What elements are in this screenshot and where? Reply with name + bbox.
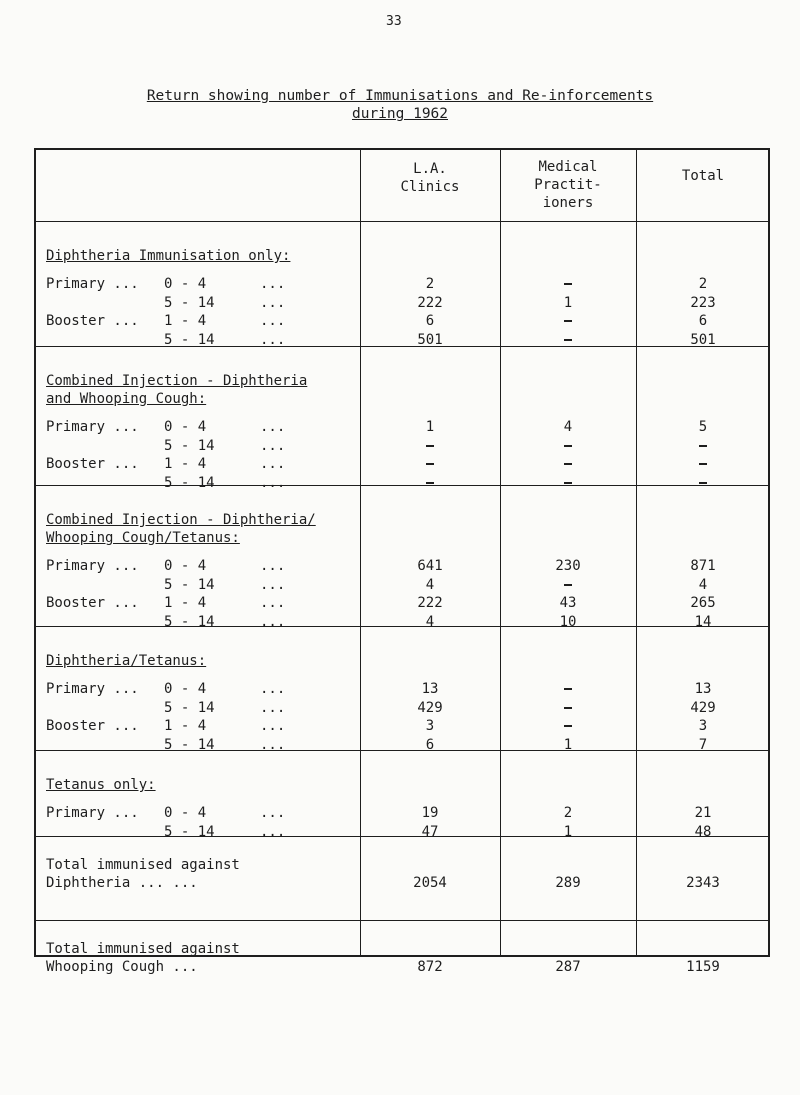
medical-practitioners-value: 230 [555, 558, 581, 574]
leader-dots: ... [260, 823, 286, 840]
leader-dots: ... [260, 558, 286, 574]
age-range: 1 - 4 [164, 718, 207, 735]
total-value: 7 [698, 736, 708, 753]
total-label: Diphtheria ... ... [46, 875, 198, 891]
medical-practitioners-value [500, 680, 636, 698]
row-group-label: Booster ... [46, 718, 139, 735]
total-value: 48 [694, 823, 712, 840]
total-value: 3 [698, 718, 708, 735]
total-value: 14 [694, 613, 712, 630]
medical-practitioners-total: 289 [555, 875, 581, 891]
la-clinics-value: 4 [425, 576, 435, 593]
grand-total: 2343 [686, 875, 720, 891]
la-clinics-value: 2 [425, 276, 435, 292]
medical-practitioners-value [500, 576, 636, 594]
section-title: Combined Injection - Diphtheria [46, 373, 308, 389]
medical-practitioners-value: 1 [563, 823, 573, 840]
medical-practitioners-value: 10 [559, 613, 577, 630]
leader-dots: ... [260, 613, 286, 630]
total-value: 429 [690, 699, 716, 716]
header-la-clinics: L.A. Clinics [400, 161, 460, 195]
row-divider [36, 221, 768, 222]
medical-practitioners-value: 43 [559, 595, 577, 612]
total-label: Total immunised against [46, 941, 240, 957]
medical-practitioners-value [500, 699, 636, 717]
header-total: Total [681, 168, 725, 184]
row-group-label: Primary ... [46, 558, 139, 574]
row-group-label: Booster ... [46, 456, 139, 473]
page-number: 33 [386, 14, 402, 29]
medical-practitioners-value: 4 [563, 419, 573, 435]
age-range: 1 - 4 [164, 456, 207, 473]
la-clinics-total: 872 [417, 959, 443, 975]
leader-dots: ... [260, 294, 286, 311]
leader-dots: ... [260, 276, 286, 292]
section-title: Tetanus only: [46, 777, 156, 793]
la-clinics-value: 1 [425, 419, 435, 435]
total-value: 6 [698, 313, 708, 330]
section-title: and Whooping Cough: [46, 391, 207, 407]
row-group-label: Primary ... [46, 276, 139, 292]
immunisation-table [34, 148, 770, 975]
age-range: 5 - 14 [164, 437, 215, 454]
age-range: 1 - 4 [164, 313, 207, 330]
la-clinics-value: 6 [425, 736, 435, 753]
section-title: Whooping Cough/Tetanus: [46, 530, 240, 546]
la-clinics-value: 222 [417, 294, 443, 311]
total-value: 13 [694, 681, 712, 697]
medical-practitioners-total: 287 [555, 959, 581, 975]
section-title: Diphtheria Immunisation only: [46, 248, 291, 264]
total-value: 4 [698, 576, 708, 593]
age-range: 5 - 14 [164, 474, 215, 491]
age-range: 0 - 4 [164, 805, 207, 821]
age-range: 5 - 14 [164, 736, 215, 753]
leader-dots: ... [260, 474, 286, 491]
la-clinics-total: 2054 [413, 875, 447, 891]
row-group-label: Booster ... [46, 313, 139, 330]
age-range: 0 - 4 [164, 558, 207, 574]
total-value: 5 [698, 419, 708, 435]
total-value [636, 474, 770, 492]
la-clinics-value: 429 [417, 699, 443, 716]
total-value [636, 455, 770, 473]
row-divider [36, 920, 768, 921]
age-range: 0 - 4 [164, 276, 207, 292]
title-line-1: Return showing number of Immunisations and Re-inforcements [146, 88, 654, 104]
leader-dots: ... [260, 313, 286, 330]
la-clinics-value [360, 455, 500, 473]
total-value: 265 [690, 595, 716, 612]
leader-dots: ... [260, 456, 286, 473]
medical-practitioners-value [500, 455, 636, 473]
total-value [636, 437, 770, 455]
total-value: 871 [690, 558, 716, 574]
section-title: Diphtheria/Tetanus: [46, 653, 207, 669]
medical-practitioners-value [500, 717, 636, 735]
leader-dots: ... [260, 681, 286, 697]
la-clinics-value: 47 [421, 823, 439, 840]
medical-practitioners-value [500, 331, 636, 349]
la-clinics-value: 222 [417, 595, 443, 612]
leader-dots: ... [260, 419, 286, 435]
total-value: 223 [690, 294, 716, 311]
header-medical-practitioners: Medical Practit- ioners [534, 159, 602, 211]
la-clinics-value [360, 474, 500, 492]
medical-practitioners-value [500, 275, 636, 293]
la-clinics-value: 3 [425, 718, 435, 735]
leader-dots: ... [260, 331, 286, 348]
row-group-label: Booster ... [46, 595, 139, 612]
medical-practitioners-value: 2 [563, 805, 573, 821]
title-line-2: during 1962 [351, 106, 449, 122]
medical-practitioners-value: 1 [563, 294, 573, 311]
leader-dots: ... [260, 805, 286, 821]
age-range: 5 - 14 [164, 331, 215, 348]
total-label: Whooping Cough ... [46, 959, 198, 975]
section-title: Combined Injection - Diphtheria/ [46, 512, 316, 528]
leader-dots: ... [260, 736, 286, 753]
age-range: 5 - 14 [164, 613, 215, 630]
age-range: 0 - 4 [164, 681, 207, 697]
leader-dots: ... [260, 699, 286, 716]
medical-practitioners-value [500, 437, 636, 455]
leader-dots: ... [260, 576, 286, 593]
leader-dots: ... [260, 718, 286, 735]
medical-practitioners-value: 1 [563, 736, 573, 753]
total-label: Total immunised against [46, 857, 240, 873]
la-clinics-value: 19 [421, 805, 439, 821]
row-group-label: Primary ... [46, 681, 139, 697]
age-range: 0 - 4 [164, 419, 207, 435]
age-range: 5 - 14 [164, 294, 215, 311]
medical-practitioners-value [500, 474, 636, 492]
la-clinics-value: 4 [425, 613, 435, 630]
la-clinics-value: 6 [425, 313, 435, 330]
age-range: 5 - 14 [164, 823, 215, 840]
medical-practitioners-value [500, 312, 636, 330]
age-range: 5 - 14 [164, 576, 215, 593]
row-group-label: Primary ... [46, 805, 139, 821]
la-clinics-value: 13 [421, 681, 439, 697]
grand-total: 1159 [686, 959, 720, 975]
la-clinics-value: 641 [417, 558, 443, 574]
total-value: 501 [690, 331, 716, 348]
la-clinics-value: 501 [417, 331, 443, 348]
row-group-label: Primary ... [46, 419, 139, 435]
total-value: 21 [694, 805, 712, 821]
age-range: 5 - 14 [164, 699, 215, 716]
la-clinics-value [360, 437, 500, 455]
leader-dots: ... [260, 595, 286, 612]
leader-dots: ... [260, 437, 286, 454]
total-value: 2 [698, 276, 708, 292]
age-range: 1 - 4 [164, 595, 207, 612]
